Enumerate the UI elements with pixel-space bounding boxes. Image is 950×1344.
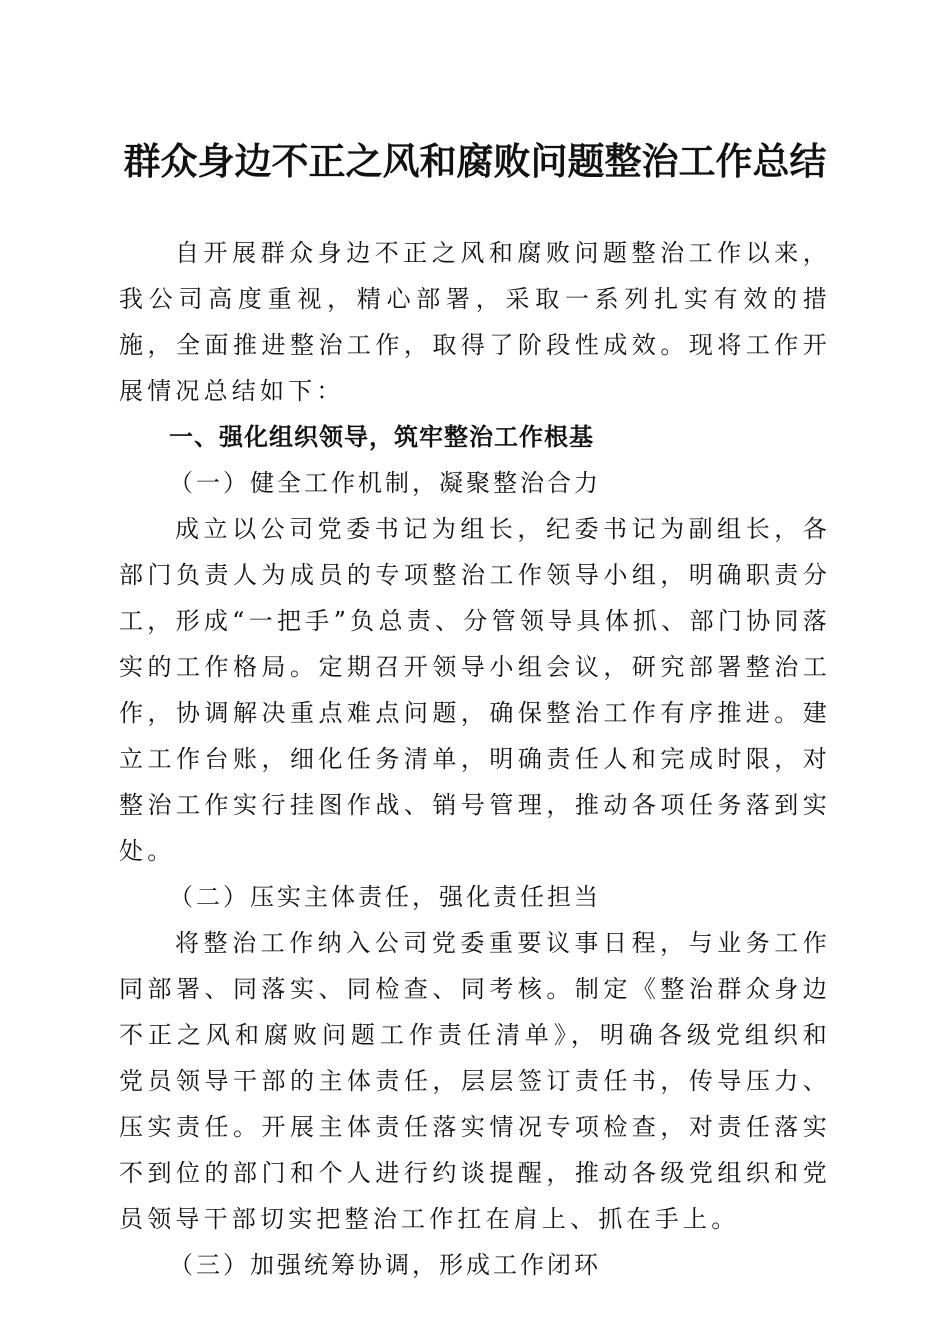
subsection-2-heading: （二）压实主体责任，强化责任担当 <box>169 883 601 911</box>
document-body <box>119 230 831 1288</box>
intro-paragraph: 自开展群众身边不正之风和腐败问题整治工作以来，我公司高度重视，精心部署，采取一系列扎实有效的措施，全面推进整治工作，取得了阶段性成效。现将工作开展情况总结如下： <box>119 239 831 405</box>
document-title: 群众身边不正之风和腐败问题整治工作总结 <box>123 139 827 183</box>
subsection-1-paragraph: 成立以公司党委书记为组长，纪委书记为副组长，各部门负责人为成员的专项整治工作领导小组，明确职责分工，形成“一把手”负总责、分管领导具体抓、部门协同落实的工作格局。定期召开领导小组会议，研究部署整治工作，协调解决重点难点问题，确保整治工作有序推进。建立工作台账，细化任务清单，明确责任人和完成时限，对整治工作实行挂图作战、销号管理，推动各项任务落到实处。 <box>119 515 831 865</box>
subsection-2-paragraph: 将整治工作纳入公司党委重要议事日程，与业务工作同部署、同落实、同检查、同考核。制定《整治群众身边不正之风和腐败问题工作责任清单》，明确各级党组织和党员领导干部的主体责任，层层签订责任书，传导压力、压实责任。开展主体责任落实情况专项检查，对责任落实不到位的部门和个人进行约谈提醒，推动各级党组织和党员领导干部切实把整治工作扛在肩上、抓在手上。 <box>119 929 831 1233</box>
subsection-3-heading: （三）加强统筹协调，形成工作闭环 <box>169 1251 601 1279</box>
subsection-1-heading: （一）健全工作机制，凝聚整治合力 <box>169 469 601 497</box>
section-1-heading: 一、强化组织领导，筑牢整治工作根基 <box>169 423 594 451</box>
